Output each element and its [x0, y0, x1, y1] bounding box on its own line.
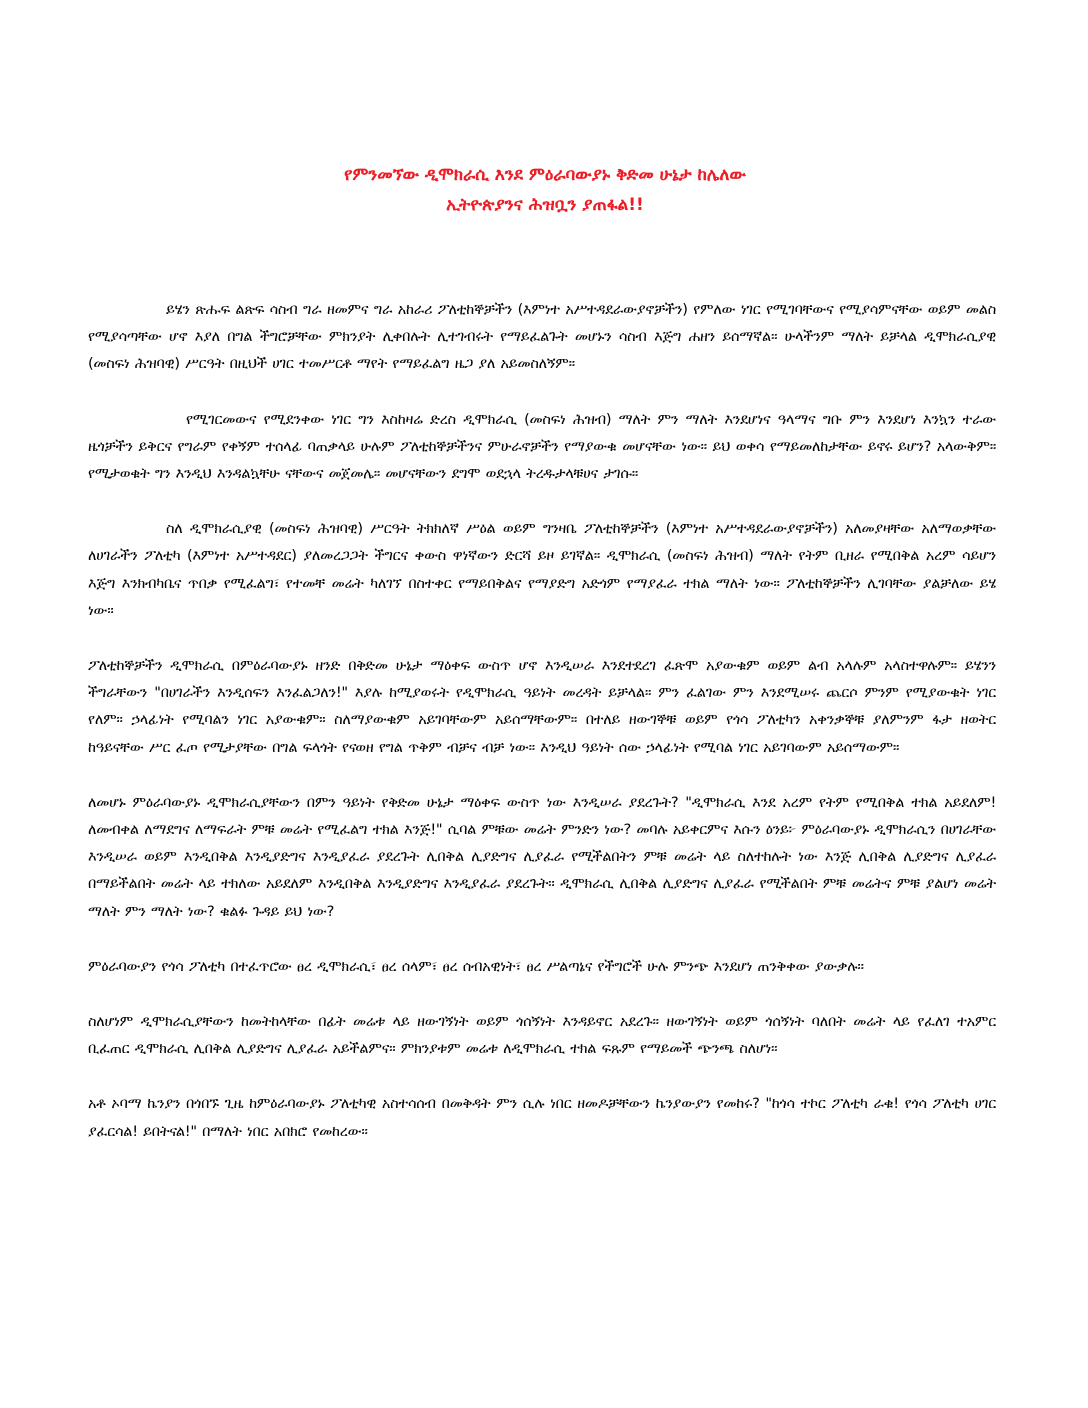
paragraph-8: አቶ ኦባማ ኬንያን በጎበኙ ጊዜ ከምዕራባውያኑ ፖለቲካዊ አስተሳሰብ በመቅዳት ምን ሲሉ ነበር ዘመዶቻቸውን ኬንያውያን የመከሩ? "ከጎሳ ተኮር ፖለቲካ ራቁ! የጎሳ ፖለቲካ ሀገር ያፈርሳል! ይበትናል!" በማለት ነበር አበክሮ የመከረው፡፡: [88, 1095, 996, 1140]
document-title: [120, 160, 970, 220]
paragraph-7: ስለሆነም ዲሞክራሲያቸውን ከመትከላቸው በፊት መሬቱ ላይ ዘውገኝነት ወይም ጎሰኝነት እንዳይኖር አደረጉ፡፡ ዘውገኝነት ወይም ጎሰኝነት ባለበት መሬት ላይ የፈለገ ተአምር ቢፈጠር ዲሞክራሲ ሊበቅል ሊያድግና ሊያፈራ አይችልምና፡፡ ምክንያቱም መሬቱ ለዲሞክራሲ ተክል ፍጹም የማይመች ጭንጫ ስለሆነ፡፡: [88, 1013, 996, 1058]
document-body: [88, 296, 996, 1171]
paragraph-5: ለመሆኑ ምዕራባውያኑ ዲሞክራሲያቸውን በምን ዓይነት የቅድመ ሁኔታ ማዕቀፍ ውስጥ ነው እንዲሠራ ያደረጉት? "ዲሞክራሲ እንደ አረም የትም የሚበቅል ተክል አይደለም! ለመብቀል ለማደግና ለማፍራት ምቹ መሬት የሚፈልግ ተክል እንጅ!" ሲባል ምቹው መሬት ምንድን ነው? መባሉ አይቀርምና እሱን ዕንይ፦ ምዕራባውያኑ ዲሞክራሲን በሀገራቸው እንዲሠራ ወይም እንዲበቅል እንዲያድግና እንዲያፈራ ያደረጉት ሊበቅል ሊያድግና ሊያፈራ የሚችልበትን ምቹ መሬት ላይ ስለተከሉት ነው እንጅ ሊበቅል ሊያድግና ሊያፈራ በማይችልበት መሬት ላይ ተክለው አይደለም እንዲበቅል እንዲያድግና እንዲያፈራ ያደረጉት፡፡ ዲሞክራሲ ሊበቅል ሊያድግና ሊያፈራ የሚችልበት ምቹ መሬትና ምቹ ያልሆነ መሬት ማለት ምን ማለት ነው? ቁልፉ ጉዳይ ይህ ነው?: [88, 793, 996, 920]
paragraph-6: ምዕራባውያን የጎሳ ፖለቲካ በተፈጥሮው ፀረ ዲሞክራሲ፣ ፀረ ሰላም፣ ፀረ ሰብአዊነት፣ ፀረ ሥልጣኔና የችግሮች ሁሉ ምንጭ እንደሆነ ጠንቅቀው ያውቃሉ፡፡: [88, 957, 864, 975]
title-line-1: የምንመኘው ዲሞክራሲ እንደ ምዕራባውያኑ ቅድመ ሁኔታ ከሌለው: [344, 165, 746, 185]
paragraph-4: ፖለቲከኞቻችን ዲሞክራሲ በምዕራባውያኑ ዘንድ በቅድመ ሁኔታ ማዕቀፍ ውስጥ ሆኖ እንዲሠራ እንደተደረገ ፈጽሞ አያውቁም ወይም ልብ አላሉም አላስተዋሉም፡፡ ይሄንን ችግራቸውን "በሀገራችን እንዲሰፍን እንፈልጋለን!" እያሉ ከሚያወሩት የዲሞክራሲ ዓይነት መረዳት ይቻላል፡፡ ምን ፈልገው ምን እንደሚሠሩ ጨርሶ ምንም የሚያውቁት ነገር የለም፡፡ ኃላፊነት የሚባልን ነገር አያውቁም፡፡ ስለማያውቁም አይገባቸውም አይሰማቸውም፡፡ በተለይ ዘውገኞቹ ወይም የጎሳ ፖለቲካን አቀንቃኞቹ ያለምንም ፋታ ዘወትር ከዓይናቸው ሥር ፈጦ የሚታያቸው በግል ፍላጎት የናወዘ የግል ጥቅም ብቻና ብቻ ነው፡፡ እንዲህ ዓይነት ሰው ኃላፊነት የሚባል ነገር አይገባውም አይሰማውም፡፡: [88, 657, 996, 756]
paragraph-1: ይሄን ጽሑፍ ልጽፍ ሳስብ ግራ ዘመምና ግራ አከራሪ ፖለቲከኞቻችን (እምነተ አሥተዳደራውያኖቻችን) የምለው ነገር የሚገባቸውና የሚያሳምናቸው ወይም መልስ የሚያሳጣቸው ሆኖ እያለ በግል ችግሮቻቸው ምክንያት ሊቀበሉት ሊተገብሩት የማይፈልጉት መሆኑን ሳስብ እጅግ ሐዘን ይሰማኛል፡፡ ሁላችንም ማለት ይቻላል ዲሞክራሲያዊ (መስፍነ ሕዝባዊ) ሥርዓት በዚህች ሀገር ተመሥርቶ ማየት የማይፈልግ ዜጋ ያለ አይመስለኝም፡፡: [88, 301, 996, 373]
paragraph-3: ስለ ዲሞክራሲያዊ (መስፍነ ሕዝባዊ) ሥርዓት ትክክለኛ ሥዕል ወይም ግንዛቤ ፖለቲከኞቻችን (እምነተ አሥተዳደራውያኖቻችን) አለመያዛቸው አለማወቃቸው ለሀገራችን ፖለቲካ (እምነተ አሥተዳደር) ያለመረጋጋት ችግርና ቀውስ ዋነኛውን ድርሻ ይዞ ይገኛል፡፡ ዲሞክራሲ (መስፍነ ሕዝብ) ማለት የትም ቢዘራ የሚበቅል አረም ሳይሆን እጅግ እንክብካቤና ጥበቃ የሚፈልግ፣ የተመቸ መሬት ካለገኘ በስተቀር የማይበቅልና የማያድግ አድጎም የማያፈራ ተክል ማለት ነው፡፡ ፖለቲከኞቻችን ሊገባቸው ያልቻለው ይሄ ነው፡፡: [88, 520, 996, 619]
paragraph-2: የሚገርመውና የሚደንቀው ነገር ግን እስከዛሬ ድረስ ዲሞክራሲ (መስፍነ ሕዝብ) ማለት ምን ማለት እንደሆነና ዓላማና ግቡ ምን እንደሆነ እንኳን ተራው ዜጎቻችን ይቅርና የግራም የቀኝም ተሰላፊ ባጠቃላይ ሁሉም ፖለቲከኞቻችንና ምሁራኖቻችን የማያውቁ መሆናቸው ነው፡፡ ይህ ወቀሳ የማይመለከታቸው ይኖሩ ይሆን? አላውቅም፡፡ የሚታወቁት ግን እንዲህ እንዳልኳቸሁ ናቸውና መጀመሌ፡፡ መሆናቸውን ደግሞ ወደኋላ ትረዱታላቹሀና ታገሱ፡፡: [88, 410, 996, 483]
title-line-2: ኢትዮጵያንና ሕዝቧን ያጠፋል!!: [446, 195, 644, 215]
